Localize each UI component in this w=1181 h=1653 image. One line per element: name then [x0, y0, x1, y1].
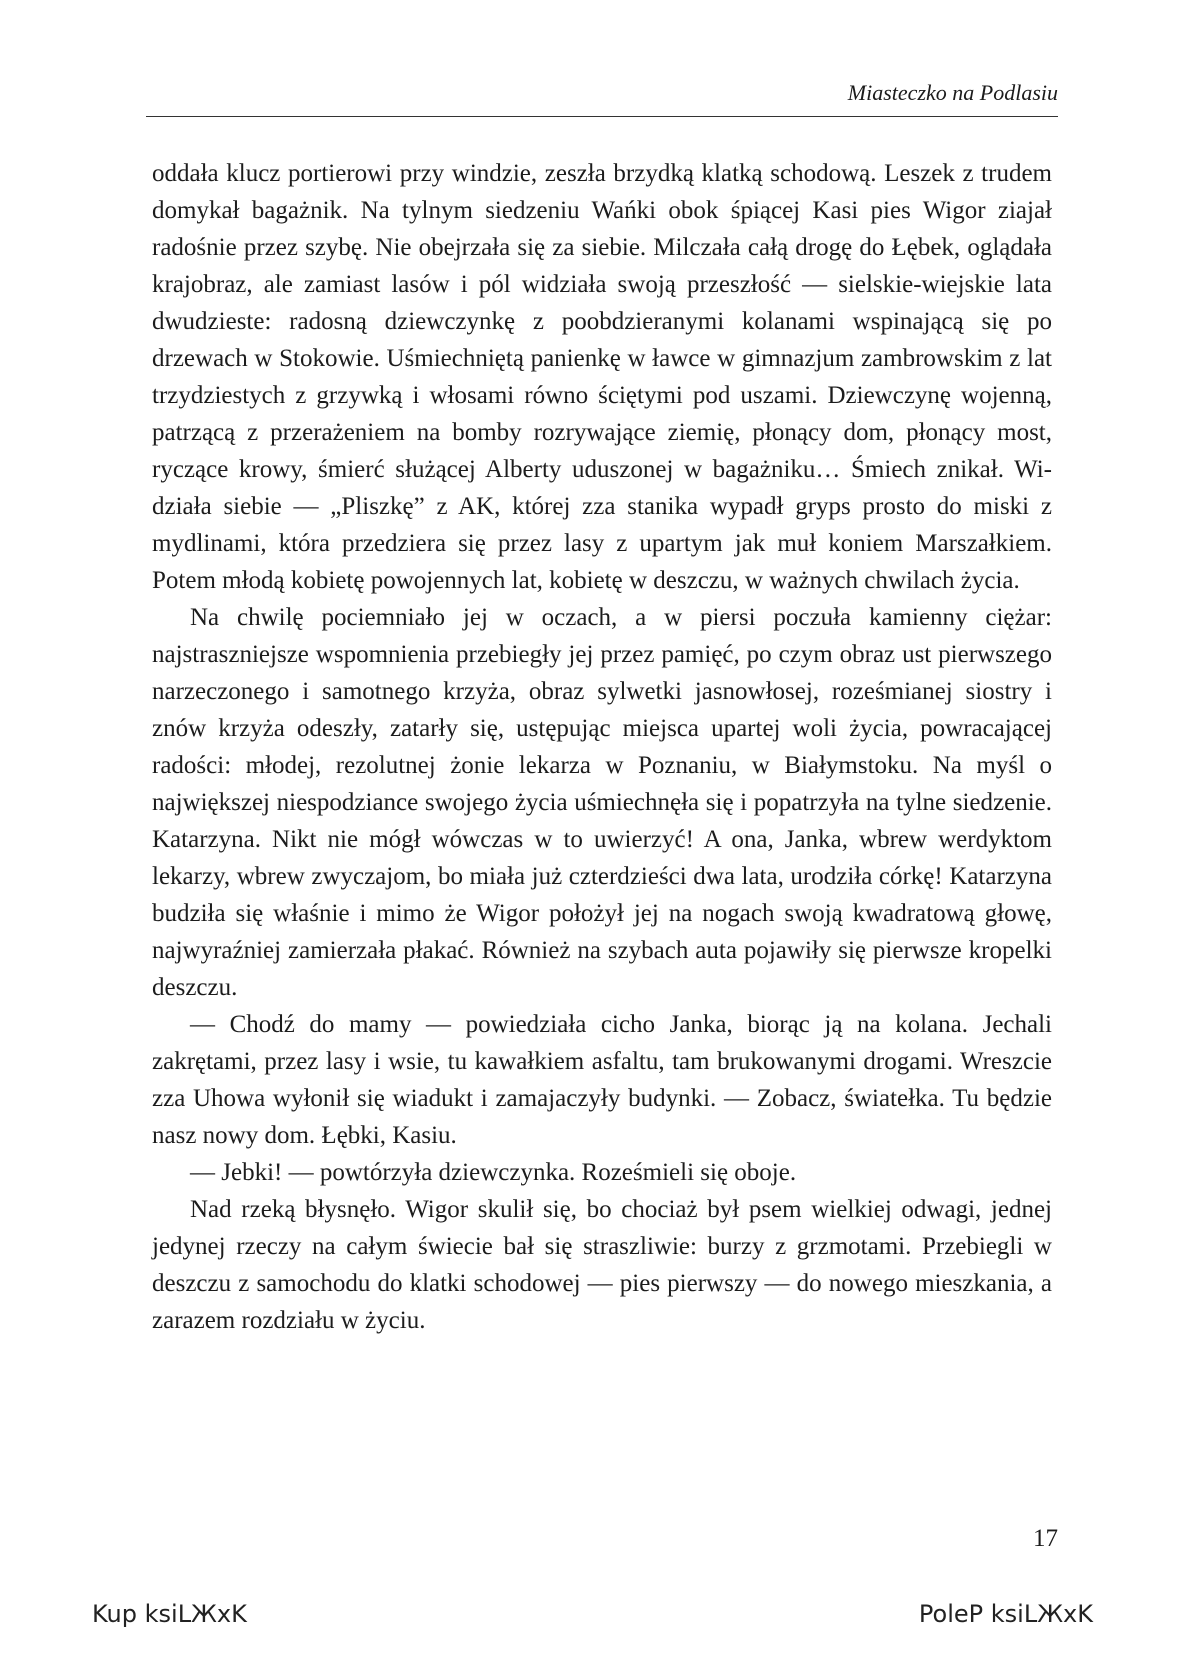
page-number: 17 [1033, 1525, 1058, 1552]
paragraph-1: oddała klucz portierowi przy windzie, zeszła brzydką klatką schodową. Leszek z trudem domykał bagażnik. Na tylnym siedzeniu Wańki obok śpiącej Kasi pies Wigor ziajał radośnie przez szybę. Nie obejrzała się za siebie. Milczała całą drogę do Łębek, oglądała krajobraz, ale zamiast lasów i pól widziała swoją przeszłość — sielskie-wiejskie lata dwudzieste: radosną dziewczynkę z poobdzieranymi kolanami wspinającą się po drzewach w Stokowie. Uśmiechniętą panienkę w ławce w gimnazjum zambrowskim z lat trzydziestych z grzywką i włosami równo ściętymi pod uszami. Dziewczynę wojenną, patrzącą z przerażeniem na bomby rozrywające ziemię, płonący dom, płonący most, ryczące krowy, śmierć służącej Alberty uduszonej w bagażniku… Śmiech znikał. Widziała siebie — „Pliszkę” z AK, której zza stanika wypadł gryps prosto do miski z mydlinami, która przedziera się przez lasy z upartym jak muł koniem Marszałkiem. Potem młodą kobietę powojennych lat, kobietę w deszczu, w ważnych chwilach życia. [152, 160, 1052, 594]
header-rule [146, 116, 1058, 117]
paragraph-2: Na chwilę pociemniało jej w oczach, a w piersi poczuła kamienny ciężar: najstraszniejsze wspomnienia przebiegły jej przez pamięć, po czym obraz ust pierwszego narzeczonego i samotnego krzyża, obraz sylwetki jasnowłosej, roześmianej siostry i znów krzyża odeszły, zatarły się, ustępując miejsca upartej woli życia, powracającej radości: młodej, rezolutnej żonie lekarza w Poznaniu, w Białymstoku. Na myśl o największej niespodziance swojego życia uśmiechnęła się i popatrzyła na tylne siedzenie. Katarzyna. Nikt nie mógł wówczas w to uwierzyć! A ona, Janka, wbrew werdyktom lekarzy, wbrew zwyczajom, bo miała już czterdzieści dwa lata, urodziła córkę! Katarzyna budziła się właśnie i mimo że Wigor położył jej na nogach swoją kwadratową głowę, najwyraźniej zamierzała płakać. Również na szybach auta pojawiły się pierwsze kropelki deszczu. [152, 604, 1052, 1001]
body-text [152, 155, 1052, 1339]
running-title: Miasteczko na Podlasiu [847, 80, 1058, 105]
footer-buy-link[interactable]: Kup ksiLЖxK [92, 1600, 247, 1628]
paragraph-5: Nad rzeką błysnęło. Wigor skulił się, bo chociaż był psem wielkiej odwagi, jednej jedynej rzeczy na całym świecie bał się straszliwie: burzy z grzmotami. Przebiegli w deszczu z samochodu do klatki schodowej — pies pierwszy — do nowego mieszkania, a zarazem rozdziału w życiu. [152, 1196, 1052, 1334]
paragraph-4: — Jebki! — powtórzyła dziewczynka. Roześmieli się oboje. [190, 1159, 797, 1186]
paragraph-3: — Chodź do mamy — powiedziała cicho Janka, biorąc ją na kolana. Jechali zakrętami, przez lasy i wsie, tu kawałkiem asfaltu, tam brukowanymi drogami. Wreszcie zza Uhowa wyłonił się wiadukt i zamajaczyły budynki. — Zobacz, światełka. Tu będzie nasz nowy dom. Łębki, Kasiu. [152, 1011, 1052, 1149]
footer-recommend-link[interactable]: PoleP ksiLЖxK [918, 1600, 1093, 1628]
